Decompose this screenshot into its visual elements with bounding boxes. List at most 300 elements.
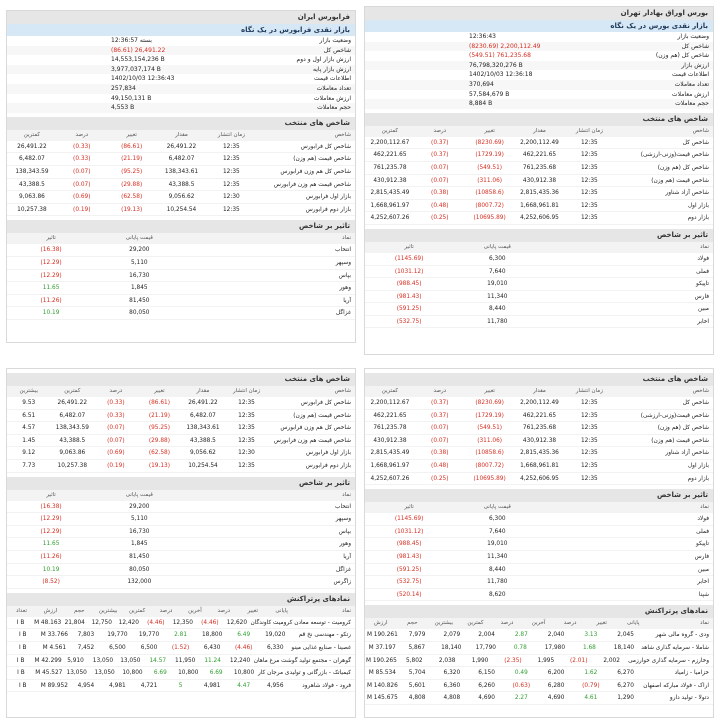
- top-symbols-table-cell: 4,808: [408, 695, 426, 702]
- impact-table-row[interactable]: [7, 257, 355, 270]
- index-table-row[interactable]: [365, 410, 713, 423]
- impact-table-cell: (532.75): [396, 318, 422, 325]
- impact-table-cell: (12.29): [40, 528, 62, 535]
- impact-table-row[interactable]: [365, 576, 713, 589]
- top-symbols-table-cell: غصینا - صنایع غذایی مینو: [291, 644, 351, 651]
- top-symbols-table-cell: 10,800: [178, 670, 199, 677]
- index-table-row[interactable]: [365, 212, 713, 225]
- index-table-row[interactable]: [7, 204, 355, 217]
- top-symbols-table-cell: 4,690: [547, 695, 565, 702]
- top-symbols-table-cell: 4.61: [584, 695, 598, 702]
- index-table-cell: شاخص کل (هم وزن): [657, 164, 709, 171]
- impact-table-row[interactable]: [365, 564, 713, 577]
- index-table-cell: 9,056.62: [190, 450, 216, 457]
- top-symbols-table-cell: ودی - گروه مالی شهر: [655, 632, 709, 639]
- impact-table-cell: آریا: [343, 553, 351, 560]
- impact-table-row[interactable]: [365, 266, 713, 279]
- index-table-cell: (62.58): [121, 194, 143, 201]
- top-symbols-table-cell: 4,981: [109, 682, 126, 689]
- impact-table-row[interactable]: [365, 589, 713, 602]
- index-table-cell: 12:35: [580, 139, 598, 146]
- impact-table-cell: مبین: [697, 566, 709, 573]
- impact-table-cell: (1145.69): [394, 516, 424, 523]
- index-table-row[interactable]: [365, 137, 713, 150]
- impact-table-cell: 80,050: [129, 310, 150, 317]
- index-table-cell: 12:35: [222, 156, 240, 163]
- top-symbols-table-cell: 13,050: [66, 670, 87, 677]
- top-symbols-table-cell: اراک - فولاد مبارکه اصفهان: [643, 682, 709, 689]
- top-symbols-table-cell: 5: [178, 682, 183, 689]
- index-table-cell: 26,491.22: [57, 400, 88, 406]
- top-symbols-table-cell: 45.527 M: [35, 670, 63, 677]
- top-symbols-table-cell: 6,150: [478, 670, 495, 677]
- panel-subtitle: بازار نقدی فرابورس در یک نگاه: [7, 24, 355, 36]
- top-symbols-table-cell: 4,956: [266, 682, 284, 689]
- impact-table-cell: 11.65: [42, 541, 60, 548]
- index-table-row[interactable]: [365, 447, 713, 460]
- index-table-cell: 9.12: [22, 450, 36, 457]
- top-symbols-table-row[interactable]: [7, 667, 355, 680]
- top-symbols-table-column-header: تعداد: [15, 607, 27, 614]
- top-symbols-table-row[interactable]: [7, 680, 355, 693]
- impact-table-cell: 16,730: [129, 528, 150, 535]
- index-table-column-header: تغییر: [154, 388, 165, 394]
- index-table-row[interactable]: [7, 153, 355, 166]
- index-table-cell: (0.37): [431, 152, 449, 159]
- impact-table-header: [365, 502, 713, 513]
- stat-label: ارزش بازار: [681, 61, 709, 69]
- index-table-row[interactable]: [7, 191, 355, 204]
- top-symbols-table-cell: 89.952 M: [40, 682, 68, 689]
- index-table-cell: 12:35: [580, 425, 598, 432]
- top-symbols-table-row[interactable]: [7, 655, 355, 668]
- top-symbols-table-cell: 4,721: [140, 682, 158, 689]
- top-symbols-table-row[interactable]: [365, 692, 713, 705]
- top-symbols-table-cell: 5,867: [408, 644, 426, 651]
- top-symbols-table-cell: 2,040: [547, 632, 565, 639]
- top-symbols-table-cell: 2,038: [438, 657, 456, 664]
- stat-value: 76,798,320,276 B: [469, 61, 523, 69]
- top-symbols-table-cell: 10,800: [233, 670, 255, 677]
- index-table-cell: 138,343.59: [55, 425, 89, 432]
- impact-table-row[interactable]: [365, 513, 713, 526]
- stat-row: [7, 94, 355, 104]
- index-table-cell: (0.07): [431, 177, 449, 184]
- impact-table-cell: (16.38): [40, 247, 62, 254]
- top-symbols-table-column-header: تغییر: [247, 607, 258, 614]
- top-symbols-table-cell: 85.534 M: [368, 670, 396, 677]
- impact-table-cell: فارس: [694, 553, 709, 560]
- top-symbols-table-cell: (4.46): [234, 644, 253, 651]
- top-symbols-table-cell: فرود - فولاد شاهرود: [302, 682, 351, 689]
- impact-table-header: [7, 233, 355, 244]
- top-symbols-table-cell: I B: [18, 682, 27, 689]
- impact-table-cell: شپنا: [698, 591, 709, 598]
- top-symbols-table-row[interactable]: [365, 680, 713, 693]
- index-table-column-header: زمان انتشار: [232, 388, 260, 394]
- index-table-column-header: تغییر: [484, 127, 495, 134]
- index-table-row[interactable]: [365, 200, 713, 213]
- impact-table-row[interactable]: [7, 501, 355, 514]
- index-table-cell: بازار اول: [687, 202, 709, 209]
- impact-table-cell: فارس: [694, 293, 709, 300]
- impact-table-cell: غزاگل: [336, 310, 351, 317]
- top-symbols-table-cell: 6,320: [443, 670, 461, 677]
- index-table-cell: بازار اول فرابورس: [306, 194, 351, 201]
- stat-value: 257,834: [111, 84, 136, 92]
- impact-table-cell: (1031.12): [394, 268, 424, 275]
- top-symbols-table-row[interactable]: [365, 667, 713, 680]
- index-table-cell: 1.45: [22, 437, 36, 444]
- section-title-indices: شاخص های منتخب: [7, 117, 355, 130]
- index-table-cell: (21.19): [121, 156, 143, 163]
- index-table-column-header: مقدار: [533, 127, 546, 134]
- impact-table-column-header: قیمت پایانی: [483, 243, 511, 250]
- top-symbols-table-cell: 4,690: [478, 695, 495, 702]
- index-table-row[interactable]: [365, 149, 713, 162]
- index-table-cell: (0.37): [431, 139, 449, 146]
- top-symbols-table-row[interactable]: [7, 629, 355, 642]
- stat-label: اطلاعات قیمت: [671, 71, 709, 79]
- index-table-cell: 430,912.38: [373, 437, 407, 444]
- impact-table-row[interactable]: [365, 253, 713, 266]
- impact-table-cell: (520.14): [396, 591, 422, 598]
- top-symbols-table-cell: 13,050: [120, 657, 141, 664]
- top-symbols-table-cell: 18,140: [441, 644, 462, 651]
- index-table-column-header: درصد: [109, 388, 123, 394]
- top-symbols-table-cell: 19,770: [138, 632, 160, 639]
- top-symbols-table-cell: 4.561 M: [42, 644, 67, 651]
- top-symbols-table-cell: 2,004: [478, 632, 495, 639]
- impact-table-cell: 10.19: [42, 566, 60, 573]
- impact-table-row[interactable]: [7, 526, 355, 539]
- top-symbols-table-cell: 2,002: [603, 657, 620, 664]
- top-symbols-table-header: [365, 618, 713, 629]
- impact-table-cell: 19,010: [487, 281, 508, 288]
- index-table-row[interactable]: [7, 141, 355, 154]
- top-symbols-table-cell: 6,270: [617, 670, 634, 677]
- index-table-cell: 10,254.54: [188, 462, 218, 469]
- top-symbols-table-cell: I B: [16, 657, 25, 664]
- top-symbols-table-cell: 21,804: [64, 619, 85, 626]
- top-symbols-table-cell: 7,803: [77, 632, 95, 639]
- index-table-cell: شاخص کل فرابورس: [300, 143, 351, 150]
- impact-table-row[interactable]: [7, 513, 355, 526]
- stat-row: [7, 55, 355, 65]
- top-symbols-table-cell: 1.68: [582, 644, 596, 651]
- impact-table-cell: 132,000: [127, 579, 152, 586]
- index-table-row[interactable]: [365, 175, 713, 188]
- index-table-cell: 43,388.5: [19, 181, 45, 188]
- impact-table-cell: وسپهر: [335, 259, 351, 266]
- top-symbols-table-row[interactable]: [365, 655, 713, 668]
- index-table-row[interactable]: [365, 187, 713, 200]
- index-table-cell: شاخص کل (هم وزن): [657, 425, 709, 432]
- index-table-cell: (10858.6): [475, 190, 504, 197]
- top-symbols-table-column-header: بیشترین: [98, 607, 118, 614]
- top-symbols-table-row[interactable]: [365, 642, 713, 655]
- impact-table-cell: (988.45): [396, 281, 422, 288]
- index-table-cell: 10,257.38: [17, 206, 47, 213]
- stat-value: 8,884 B: [469, 100, 493, 108]
- index-table-cell: (0.19): [107, 462, 125, 469]
- index-table-column-header: مقدار: [533, 388, 546, 394]
- index-table-cell: 430,912.38: [522, 437, 557, 444]
- top-symbols-table-header: [7, 606, 355, 617]
- index-table-cell: 138,343.61: [164, 168, 199, 175]
- index-table-row[interactable]: [365, 422, 713, 435]
- top-symbols-table-cell: 145.675 M: [366, 695, 398, 702]
- index-table-header: [365, 126, 713, 137]
- index-table-row[interactable]: [7, 435, 355, 448]
- index-table-cell: (0.69): [107, 450, 125, 457]
- index-table-column-header: شاخص: [692, 388, 709, 394]
- index-table-cell: 1,668,961.81: [520, 462, 559, 469]
- impact-table-row[interactable]: [365, 538, 713, 551]
- impact-table-cell: 81,450: [129, 553, 150, 560]
- impact-table-row[interactable]: [7, 564, 355, 577]
- impact-table-row[interactable]: [7, 538, 355, 551]
- panel-title: بورس اوراق بهادار تهران: [365, 7, 713, 20]
- index-table-cell: 12:35: [238, 412, 255, 419]
- top-symbols-table-cell: خزامیا - زامیاد: [674, 670, 709, 677]
- index-table-cell: 12:35: [580, 437, 598, 444]
- index-table-row[interactable]: [365, 162, 713, 175]
- index-table-cell: (311.06): [477, 437, 503, 444]
- impact-table-cell: 7,640: [489, 268, 506, 275]
- index-table-cell: (0.07): [431, 425, 449, 432]
- top-symbols-table-cell: (2.01): [570, 657, 588, 664]
- impact-table-cell: فملی: [696, 528, 709, 535]
- index-table-cell: 462,221.65: [373, 412, 407, 419]
- index-table-row[interactable]: [7, 179, 355, 192]
- index-table-cell: (549.51): [477, 164, 503, 171]
- top-symbols-table-column-header: حجم: [73, 607, 85, 614]
- top-symbols-table-cell: 14.57: [149, 657, 167, 664]
- top-symbols-table-cell: 4,981: [203, 682, 221, 689]
- top-symbols-table-cell: 6.69: [153, 670, 167, 677]
- impact-table-cell: (591.25): [396, 566, 422, 573]
- top-symbols-table-column-header: پایانی: [275, 607, 288, 614]
- panel-tse-summary: [364, 6, 714, 355]
- index-table-cell: (29.88): [148, 437, 170, 444]
- top-symbols-table-cell: 19,770: [107, 632, 128, 639]
- index-table-cell: (0.33): [107, 412, 125, 419]
- index-table-column-header: کمترین: [381, 388, 399, 394]
- index-table-cell: 2,200,112.67: [370, 139, 410, 146]
- top-symbols-table-row[interactable]: [7, 642, 355, 655]
- index-table-row[interactable]: [365, 473, 713, 486]
- top-symbols-table-cell: کیمیاتک - بازرگانی و تولیدی مرجان کار: [257, 670, 351, 677]
- index-table-cell: 26,491.22: [188, 400, 218, 406]
- stat-row: [365, 90, 713, 100]
- index-table-cell: (0.33): [73, 143, 91, 150]
- stat-label: ارزش بازار اول و دوم: [296, 56, 351, 64]
- impact-table-column-header: نماد: [342, 491, 351, 498]
- impact-table-cell: 10.19: [42, 310, 60, 317]
- stat-row: [365, 61, 713, 71]
- index-table-cell: (549.51): [477, 425, 503, 432]
- index-table-cell: 12:35: [238, 425, 255, 432]
- impact-table-cell: انتخاب: [335, 247, 351, 254]
- index-table-cell: 26,491.22: [166, 143, 197, 150]
- impact-table-cell: (1031.12): [394, 528, 424, 535]
- impact-table-row[interactable]: [365, 551, 713, 564]
- panel-farabourse-summary: [6, 10, 356, 343]
- impact-table-cell: 11.65: [42, 285, 60, 292]
- top-symbols-table-cell: 6,500: [140, 644, 158, 651]
- impact-table-cell: 6,300: [489, 255, 506, 262]
- top-symbols-table-cell: 2.27: [514, 695, 528, 702]
- index-table-row[interactable]: [7, 422, 355, 435]
- impact-table-cell: فملی: [696, 268, 709, 275]
- impact-table-cell: مبین: [697, 306, 709, 313]
- top-symbols-table-cell: 42.299 M: [34, 657, 62, 664]
- index-table-cell: 4,252,607.26: [370, 475, 410, 482]
- index-table-row[interactable]: [365, 397, 713, 410]
- top-symbols-table-cell: (0.63): [512, 682, 531, 689]
- top-symbols-table-cell: 2.81: [174, 632, 188, 639]
- impact-table-row[interactable]: [7, 295, 355, 308]
- impact-table-row[interactable]: [365, 303, 713, 316]
- index-table-cell: (0.48): [431, 202, 449, 209]
- top-symbols-table-cell: 4,808: [443, 695, 461, 702]
- stat-row: [7, 74, 355, 84]
- top-symbols-table-column-header: آخرین: [531, 620, 546, 627]
- top-symbols-table-cell: (4.46): [147, 619, 165, 626]
- top-symbols-table-cell: 6,280: [547, 682, 565, 689]
- panel-title: فرابورس ایران: [7, 11, 355, 24]
- top-symbols-table-cell: 11.24: [204, 657, 221, 664]
- impact-table-cell: (1145.69): [394, 255, 424, 262]
- stat-row: [7, 46, 355, 56]
- index-table-cell: بازار دوم فرابورس: [305, 206, 351, 213]
- index-table-cell: (0.37): [431, 412, 449, 419]
- impact-table-cell: (12.29): [40, 272, 62, 279]
- index-table-cell: (0.07): [107, 437, 125, 444]
- stat-row: [365, 42, 713, 52]
- index-table-row[interactable]: [7, 447, 355, 460]
- stat-label: شاخص کل: [681, 42, 709, 50]
- top-symbols-table-row[interactable]: [365, 629, 713, 642]
- index-table-cell: 12:35: [222, 206, 240, 213]
- index-table-header: [7, 130, 355, 141]
- top-symbols-table-cell: 1.62: [584, 670, 598, 677]
- top-symbols-table-cell: 13,050: [92, 657, 114, 664]
- impact-table-cell: 16,730: [129, 272, 150, 279]
- index-table-row[interactable]: [7, 410, 355, 423]
- index-table-cell: (0.07): [431, 164, 449, 171]
- top-symbols-table-cell: 12,240: [229, 657, 251, 664]
- impact-table-cell: اخابر: [697, 579, 709, 586]
- index-table-cell: 2,815,435.36: [520, 450, 559, 457]
- index-table-cell: 462,221.65: [522, 152, 557, 159]
- index-table-cell: 12:30: [238, 450, 255, 457]
- stat-value: 14,553,154,236 B: [111, 56, 165, 64]
- top-symbols-table-cell: (1.52): [171, 644, 190, 651]
- stat-row: [365, 70, 713, 80]
- index-table-cell: 2,200,112.49: [520, 139, 559, 146]
- impact-table-cell: بپاس: [338, 528, 351, 535]
- impact-table-cell: تاپیکو: [696, 541, 709, 548]
- impact-table-row[interactable]: [7, 551, 355, 564]
- index-table-cell: شاخص قیمت (هم وزن): [651, 437, 709, 444]
- top-symbols-table-cell: 12,750: [91, 619, 112, 626]
- top-symbols-table-cell: 3.13: [584, 632, 598, 639]
- index-table-cell: بازار اول: [687, 462, 709, 469]
- index-table-cell: (0.37): [431, 400, 449, 406]
- index-table-cell: 26,491.22: [17, 143, 47, 150]
- index-table-column-header: شاخص: [334, 388, 351, 394]
- impact-table-column-header: قیمت پایانی: [483, 504, 511, 511]
- index-table-cell: 12:35: [222, 168, 240, 175]
- impact-table-cell: (981.43): [396, 293, 422, 300]
- index-table-row[interactable]: [7, 397, 355, 410]
- impact-table-row[interactable]: [365, 526, 713, 539]
- impact-table-cell: 11,780: [487, 579, 508, 586]
- impact-table-row[interactable]: [7, 282, 355, 295]
- top-symbols-table-column-header: ارزش: [43, 607, 58, 614]
- impact-table-row[interactable]: [7, 307, 355, 320]
- index-table-row[interactable]: [7, 166, 355, 179]
- index-table-cell: (8007.72): [475, 462, 504, 469]
- index-table-cell: 12:35: [580, 475, 598, 482]
- stat-row: [365, 32, 713, 42]
- impact-table-cell: 8,620: [489, 591, 506, 598]
- panel-tse-indices: [364, 368, 714, 718]
- top-symbols-table-cell: 1,995: [537, 657, 555, 664]
- section-title-impact: تاثیر بر شاخص: [365, 229, 713, 242]
- impact-table-row[interactable]: [7, 270, 355, 283]
- index-table-row[interactable]: [7, 460, 355, 473]
- impact-table-cell: فولاد: [697, 516, 709, 523]
- impact-table-row[interactable]: [365, 316, 713, 329]
- impact-table-row[interactable]: [7, 244, 355, 257]
- stat-label: تعداد معاملات: [674, 80, 709, 88]
- index-table-column-header: کمترین: [23, 131, 41, 138]
- index-table-cell: 761,235.68: [522, 425, 557, 432]
- impact-table-cell: 5,110: [131, 259, 148, 266]
- top-symbols-table-row[interactable]: [7, 617, 355, 630]
- impact-table-cell: وهور: [339, 285, 351, 292]
- index-table-column-header: زمان انتشار: [217, 131, 245, 138]
- section-title-top-symbols: نمادهای پرتراکنش: [7, 593, 355, 606]
- section-title-top-symbols: نمادهای پرتراکنش: [365, 605, 713, 618]
- top-symbols-table-cell: کرومیت - توسعه معادن کرومیت کاوندگان: [250, 619, 351, 626]
- impact-table-cell: تاپیکو: [696, 281, 709, 288]
- top-symbols-table-cell: I B: [18, 632, 27, 639]
- impact-table-column-header: قیمت پایانی: [125, 235, 153, 242]
- index-table-column-header: درصد: [433, 127, 447, 134]
- panel-farabourse-indices: [6, 368, 356, 718]
- impact-table-row[interactable]: [365, 291, 713, 304]
- top-symbols-table-cell: 1,990: [471, 657, 489, 664]
- index-table-cell: (10695.89): [473, 475, 506, 482]
- top-symbols-table-cell: 5,601: [408, 682, 426, 689]
- index-table-cell: 138,343.61: [186, 425, 220, 432]
- stat-value: 3,977,037,174 B: [111, 65, 161, 73]
- impact-table-row[interactable]: [7, 576, 355, 589]
- index-table-row[interactable]: [365, 460, 713, 473]
- index-table-row[interactable]: [365, 435, 713, 448]
- impact-table-column-header: نماد: [342, 235, 351, 242]
- impact-table-column-header: نماد: [700, 243, 709, 250]
- index-table-column-header: کمترین: [64, 388, 81, 394]
- impact-table-cell: 8,440: [489, 306, 506, 313]
- index-table-cell: شاخص قیمت (هم وزن): [293, 156, 351, 163]
- impact-table-row[interactable]: [365, 278, 713, 291]
- index-table-cell: (0.25): [431, 215, 449, 222]
